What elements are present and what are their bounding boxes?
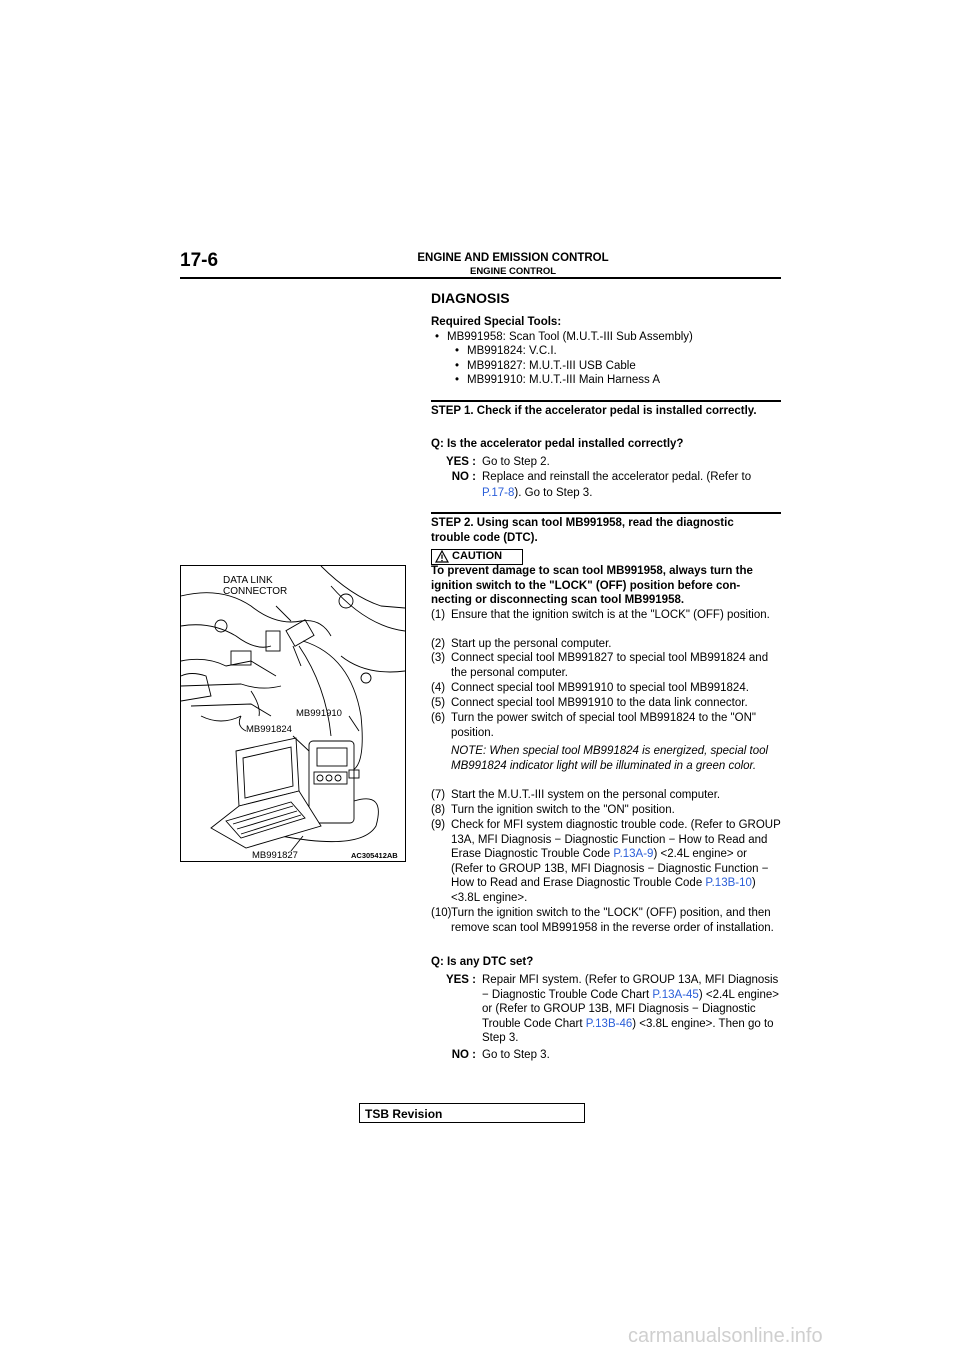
item-text: Ensure that the ignition switch is at the "LOCK" (OFF) position. [451,609,770,621]
step1-rule [431,400,781,402]
list-item [431,803,781,818]
list-item [431,906,781,935]
item-number: (5) [431,697,446,709]
yes-text: Go to Step 2. [482,456,550,468]
yes-text [482,973,780,1046]
header-title: ENGINE AND EMISSION CONTROL [417,252,609,264]
figure-label: MB991827 [252,850,298,861]
item-text: Connect special tool MB991910 to the data link connector. [451,697,748,709]
bullet-icon: • [455,359,460,372]
ref-link[interactable]: P.17-8 [482,487,515,499]
figure-label: MB991910 [296,708,342,719]
item-number: (8) [431,804,446,816]
figure-id: AC305412AB [351,851,398,860]
yes-label: YES : [445,974,476,986]
item-number: (6) [431,712,446,724]
list-item [431,681,781,696]
list-item [455,344,781,359]
connection-diagram [180,565,406,862]
ref-link[interactable]: P.13A-45 [652,988,699,1001]
header-rule [180,277,781,279]
item9-text-1: Check for MFI system diagnostic trouble code. (Refer to GROUP 13A, MFI Diagnosis − Diagnostic Function − How to Read and Erase Diagnostic Trouble Code [451,819,781,860]
no-text-line2 [482,486,782,501]
caution-text: To prevent damage to scan tool MB991958, always turn the ignition switch to the "LOCK" (OFF) position before con-necting or disconnecting scan tool MB991958. [431,565,753,606]
special-tools [431,315,781,388]
list-item [435,330,781,345]
list-item [431,711,781,740]
step1-question: Q: Is the accelerator pedal installed correctly? [431,438,684,450]
step2-title: STEP 2. Using scan tool MB991958, read the diagnostic trouble code (DTC). [431,517,734,544]
ref-link[interactable]: P.13B-10 [705,877,752,889]
tool-text: MB991827: M.U.T.-III USB Cable [467,359,636,372]
yes-text-3: ) <3.8L engine>. Then go to Step 3. [482,1017,774,1044]
yes-text-1: Repair MFI system. (Refer to GROUP 13A, MFI Diagnosis − Diagnostic Trouble Code Chart [482,974,779,1001]
item-number: (4) [431,682,446,694]
item-text: Start the M.U.T.-III system on the personal computer. [451,789,721,801]
tool-text: MB991910: M.U.T.-III Main Harness A [467,374,661,386]
no-label: NO : [451,1049,476,1061]
list-item [431,788,781,803]
bullet-icon: • [455,345,460,357]
ref-link[interactable]: P.13B-46 [585,1017,633,1030]
tool-text: MB991958: Scan Tool (M.U.T.-III Sub Assembly) [447,330,693,343]
item-number: (10) [431,907,452,919]
page-number: 17-6 [180,250,219,271]
tsb-revision-box: TSB Revision [359,1103,585,1123]
caution-box [431,549,523,565]
item-text: Connect special tool MB991910 to special tool MB991824. [451,682,749,694]
figure-label: DATA LINK [223,575,273,586]
list-item [455,359,781,374]
item-number: (3) [431,652,446,664]
item-number: (7) [431,789,446,801]
bullet-icon: • [455,374,460,386]
item-text: Start up the personal computer. [451,638,612,650]
yes-text-2: ) <2.4L engine> or (Refer to GROUP 13B, MFI Diagnosis − Diagnostic Trouble Code Chart [482,988,779,1030]
item-number: (2) [431,638,446,650]
no-label: NO : [451,471,476,483]
item-number: (9) [431,819,446,831]
item-text: Turn the ignition switch to the "ON" position. [451,804,675,816]
list-item [431,818,781,905]
figure-label: MB991824 [246,724,292,735]
caution-label: CAUTION [452,550,503,562]
item-text: Turn the power switch of special tool MB991824 to the "ON" position. [451,712,756,739]
no-text [482,470,782,485]
list-item [431,651,781,680]
note-text: NOTE: When special tool MB991824 is energized, special tool MB991824 indicator light will be illuminated in a green color. [451,745,769,772]
yes-label: YES : [445,456,476,468]
list-item [431,608,781,623]
item9-text-2: ) <2.4L engine> or (Refer to GROUP 13B, MFI Diagnosis − Diagnostic Function − How to Read and Erase Diagnostic Trouble Code [451,848,769,889]
item-number: (1) [431,609,446,621]
step2-question: Q: Is any DTC set? [431,956,534,968]
list-item [431,696,781,711]
step1-answers [440,455,781,499]
item-text [451,818,781,905]
list-item [455,373,781,388]
diagram-drawing [181,566,405,861]
item-text: Turn the ignition switch to the "LOCK" (OFF) position, and then remove scan tool MB991958 in the reverse order of installation. [451,907,774,934]
header-subtitle: ENGINE CONTROL [469,266,557,277]
step2-rule [431,512,781,514]
step1-title: STEP 1. Check if the accelerator pedal is installed correctly. [431,405,757,417]
item9-text-3: ) <3.8L engine>. [451,877,756,904]
step2-answers [440,973,781,1063]
ref-link[interactable]: P.13A-9 [613,848,654,860]
section-title: DIAGNOSIS [431,290,510,306]
figure-label: CONNECTOR [223,586,288,597]
tool-text: MB991824: V.C.I. [467,345,557,357]
no-text-a: Replace and reinstall the accelerator pedal. (Refer to [482,471,752,483]
list-item [431,637,781,652]
watermark[interactable]: carmanualsonline.info [628,1325,823,1347]
no-text-b: ). Go to Step 3. [514,487,593,499]
special-tools-heading: Required Special Tools: [431,316,562,328]
item-text: Connect special tool MB991827 to special tool MB991824 and the personal computer. [451,652,769,679]
no-text: Go to Step 3. [482,1049,550,1061]
bullet-icon: • [435,330,440,343]
warning-icon [435,550,449,563]
